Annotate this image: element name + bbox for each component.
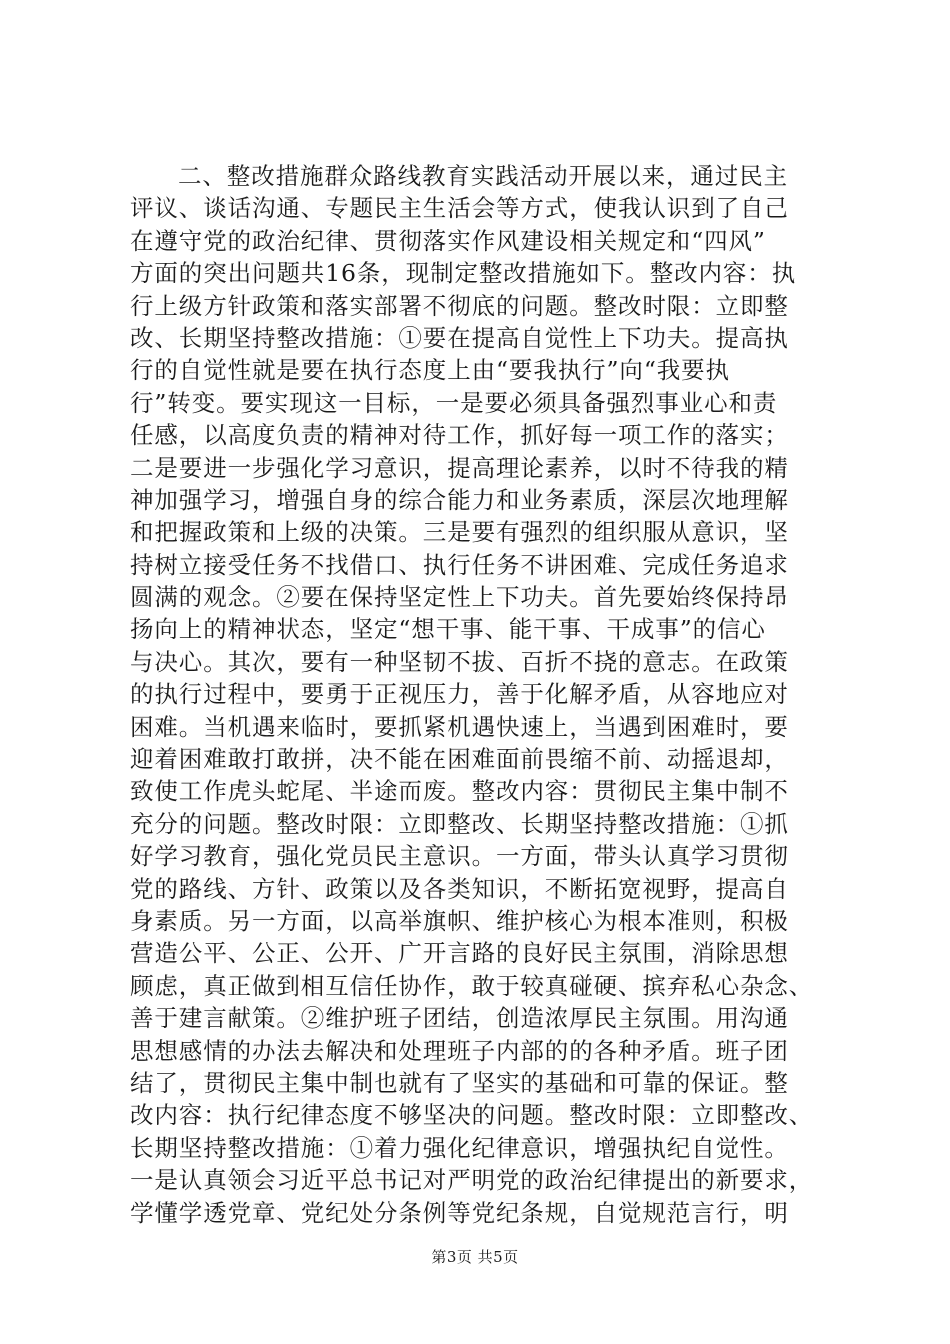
- text-line: 党的路线、方针、政策以及各类知识，不断拓宽视野，提高自: [130, 874, 789, 903]
- text-line: 迎着困难敢打敢拼，决不能在困难面前畏缩不前、动摇退却，: [130, 745, 789, 774]
- text-line: 营造公平、公正、公开、广开言路的良好民主氛围，消除思想: [130, 939, 789, 968]
- text-line: 行的自觉性就是要在执行态度上由“要我执行”向“我要执: [130, 356, 730, 385]
- body-paragraph: [130, 160, 830, 1229]
- text-line: 评议、谈话沟通、专题民主生活会等方式，使我认识到了自己: [130, 194, 789, 223]
- text-line: 学懂学透党章、党纪处分条例等党纪条规，自觉规范言行，明: [130, 1198, 789, 1227]
- text-line: 充分的问题。整改时限：立即整改、长期坚持整改措施：①抓: [130, 809, 789, 838]
- text-line: 二、整改措施群众路线教育实践活动开展以来，通过民主: [178, 162, 788, 190]
- text-line: 困难。当机遇来临时，要抓紧机遇快速上，当遇到困难时，要: [130, 712, 789, 741]
- text-line: 改、长期坚持整改措施：①要在提高自觉性上下功夫。提高执: [130, 323, 789, 352]
- text-line: 扬向上的精神状态，坚定“想干事、能干事、干成事”的信心: [130, 615, 766, 644]
- text-line: 结了，贯彻民主集中制也就有了坚实的基础和可靠的保证。整: [130, 1068, 789, 1097]
- text-line: 与决心。其次，要有一种坚韧不拔、百折不挠的意志。在政策: [130, 647, 789, 676]
- text-line: 二是要进一步强化学习意识，提高理论素养，以时不待我的精: [130, 453, 789, 482]
- text-line: 一是认真领会习近平总书记对严明党的政治纪律提出的新要求，: [130, 1166, 814, 1195]
- text-line: 行上级方针政策和落实部署不彻底的问题。整改时限：立即整: [130, 291, 789, 320]
- page-number-footer: 第3页 共5页: [431, 1248, 519, 1266]
- text-line: 的执行过程中，要勇于正视压力，善于化解矛盾，从容地应对: [130, 680, 789, 709]
- text-line: 身素质。另一方面，以高举旗帜、维护核心为根本准则，积极: [130, 906, 789, 935]
- text-line: 善于建言献策。②维护班子团结，创造浓厚民主氛围。用沟通: [130, 1004, 789, 1033]
- text-line: 致使工作虎头蛇尾、半途而废。整改内容：贯彻民主集中制不: [130, 777, 789, 806]
- text-line: 任感，以高度负责的精神对待工作，抓好每一项工作的落实；: [130, 421, 789, 450]
- text-line: 长期坚持整改措施：①着力强化纪律意识，增强执纪自觉性。: [130, 1133, 789, 1162]
- text-line: 持树立接受任务不找借口、执行任务不讲困难、完成任务追求: [130, 550, 789, 579]
- text-line: 和把握政策和上级的决策。三是要有强烈的组织服从意识，坚: [130, 518, 789, 547]
- text-line: 顾虑，真正做到相互信任协作，敢于较真碰硬、摈弃私心杂念、: [130, 971, 814, 1000]
- text-line: 好学习教育，强化党员民主意识。一方面，带头认真学习贯彻: [130, 842, 789, 871]
- text-line: 神加强学习，增强自身的综合能力和业务素质，深层次地理解: [130, 485, 789, 514]
- text-line: 方面的突出问题共16条，现制定整改措施如下。整改内容：执: [130, 259, 797, 288]
- text-line: 圆满的观念。②要在保持坚定性上下功夫。首先要始终保持昂: [130, 583, 789, 612]
- text-line: 行”转变。要实现这一目标，一是要必须具备强烈事业心和责: [130, 388, 778, 417]
- text-line: 思想感情的办法去解决和处理班子内部的的各种矛盾。班子团: [130, 1036, 789, 1065]
- text-line: 在遵守党的政治纪律、贯彻落实作风建设相关规定和“四风”: [130, 226, 766, 255]
- text-line: 改内容：执行纪律态度不够坚决的问题。整改时限：立即整改、: [130, 1101, 814, 1130]
